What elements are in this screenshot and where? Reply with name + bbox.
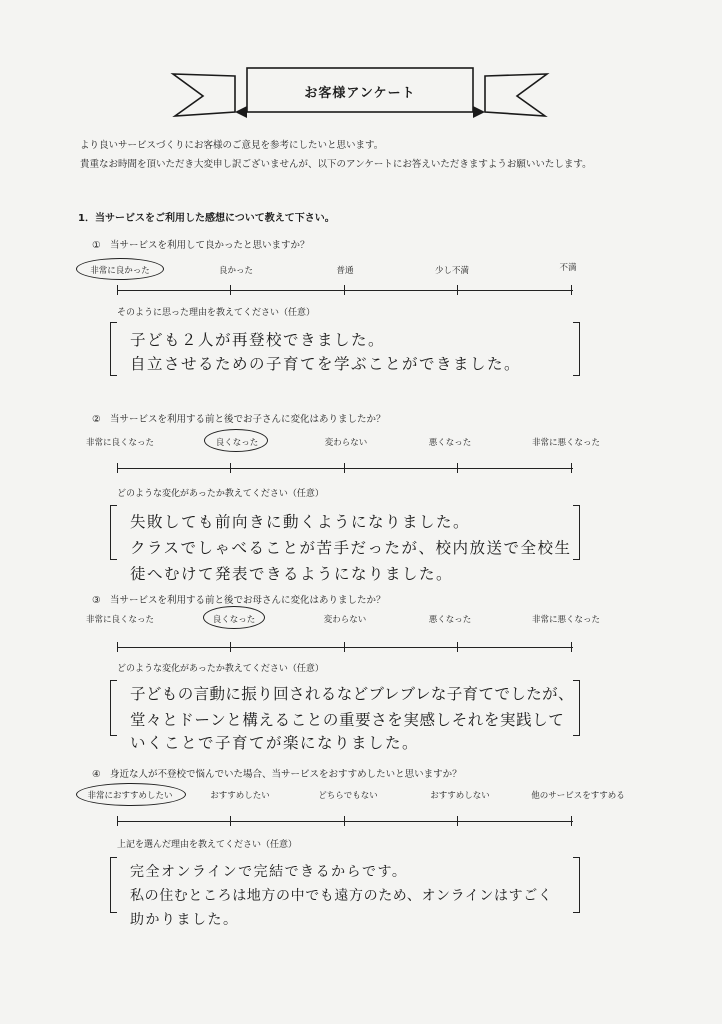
q4-reason-label: 上記を選んだ理由を教えてください（任意）: [117, 840, 298, 850]
q3-answer-box[interactable]: [110, 680, 580, 752]
q3-answer-line-2: 堂々とドーンと構えることの重要さを実感しそれを実践して: [130, 711, 565, 729]
q2-answer-line-2: クラスでしゃべることが苦手だったが、校内放送で全校生: [130, 539, 572, 557]
q3-option-3[interactable]: 変わらない: [323, 615, 367, 625]
q3-answer-line-1: 子どもの言動に振り回されるなどブレブレな子育てでしたが、: [130, 685, 574, 703]
q2-selected-circle: [204, 429, 268, 452]
question-4-title: ④ 身近な人が不登校で悩んでいた場合、当サービスをおすすめしたいと思いますか？: [92, 769, 462, 780]
q3-selected-circle: [203, 606, 265, 629]
q4-answer-line-1: 完全オンラインで完結できるからです。: [130, 864, 408, 880]
q2-option-4[interactable]: 悪くなった: [428, 438, 472, 448]
q1-selected-circle: [76, 258, 164, 280]
q2-reason-label: どのような変化があったか教えてください（任意）: [117, 489, 324, 499]
q1-option-2[interactable]: 良かった: [218, 266, 254, 276]
q1-reason-label: そのように思った理由を教えてください（任意）: [117, 308, 316, 318]
q4-option-1[interactable]: 非常におすすめしたい: [87, 791, 173, 801]
q4-option-3[interactable]: どちらでもない: [318, 791, 378, 801]
q1-answer-line-1: 子ども２人が再登校できました。: [130, 331, 386, 349]
q3-option-5[interactable]: 非常に悪くなった: [531, 615, 601, 625]
q2-option-3[interactable]: 変わらない: [324, 438, 368, 448]
q4-option-4[interactable]: おすすめしない: [430, 791, 490, 801]
q3-reason-label: どのような変化があったか教えてください（任意）: [117, 664, 324, 674]
q4-rating-scale: [117, 816, 573, 826]
q4-answer-line-2: 私の住むところは地方の中でも遠方のため、オンラインはすごく: [130, 888, 553, 904]
q4-answer-line-3: 助かりました。: [130, 912, 239, 928]
q4-option-5[interactable]: 他のサービスをすすめる: [531, 791, 625, 801]
q4-option-2[interactable]: おすすめしたい: [210, 791, 270, 801]
question-2-title: ② 当サービスを利用する前と後でお子さんに変化はありましたか？: [92, 414, 386, 425]
q1-option-3[interactable]: 普通: [336, 266, 354, 276]
q2-rating-scale: [117, 463, 573, 473]
q2-answer-line-3: 徒へむけて発表できるようになりました。: [130, 565, 454, 583]
q1-option-1[interactable]: 非常に良かった: [90, 266, 150, 276]
q1-answer-line-2: 自立させるための子育てを学ぶことができました。: [130, 355, 522, 373]
q3-answer-line-3: いくことで子育てが楽になりました。: [130, 734, 420, 752]
q2-option-5[interactable]: 非常に悪くなった: [531, 438, 601, 448]
section-title: 1．当サービスをご利用した感想について教えて下さい。: [78, 213, 335, 224]
q3-rating-scale: [117, 642, 573, 652]
question-3-title: ③ 当サービスを利用する前と後でお母さんに変化はありましたか？: [92, 595, 386, 606]
q1-rating-scale: [117, 285, 573, 295]
q1-option-4[interactable]: 少し不満: [434, 266, 470, 276]
q1-option-5[interactable]: 不満: [559, 263, 577, 273]
q4-answer-box[interactable]: [110, 857, 580, 928]
q2-option-1[interactable]: 非常に良くなった: [85, 438, 155, 448]
q3-option-4[interactable]: 悪くなった: [428, 615, 472, 625]
q2-answer-line-1: 失敗しても前向きに動くようになりました。: [130, 513, 471, 531]
q1-answer-box[interactable]: [110, 322, 580, 376]
intro-line-1: より良いサービスづくりにお客様のご意見を参考にしたいと思います。: [80, 140, 384, 151]
q3-option-1[interactable]: 非常に良くなった: [85, 615, 155, 625]
q3-option-2[interactable]: 良くなった: [212, 615, 256, 625]
intro-line-2: 貴重なお時間を頂いただき大変申し訳ございませんが、以下のアンケートにお答えいただきますようお願いいたします。: [80, 159, 592, 170]
q2-answer-box[interactable]: [110, 505, 580, 583]
title-banner: [165, 62, 555, 124]
question-1-title: ① 当サービスを利用して良かったと思いますか？: [92, 240, 310, 251]
q2-option-2[interactable]: 良くなった: [215, 438, 259, 448]
page-title: お客様アンケート: [304, 86, 416, 101]
q4-selected-circle: [76, 783, 186, 806]
